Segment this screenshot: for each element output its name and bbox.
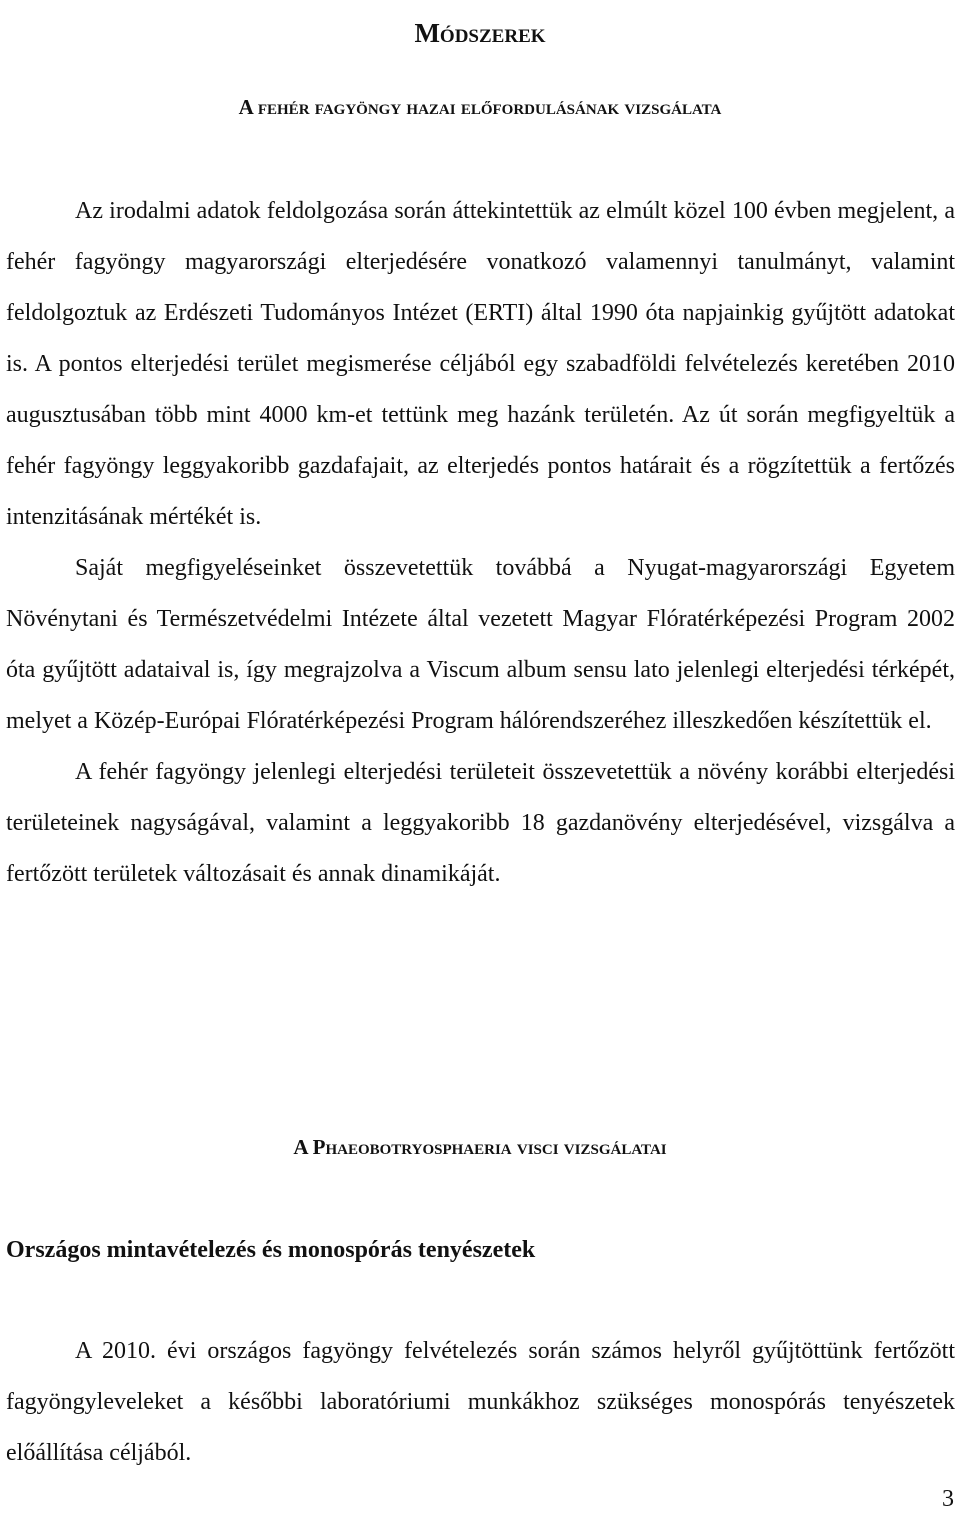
paragraph: A 2010. évi országos fagyöngy felvételezés során számos helyről gyűjtöttünk fertőzött fagyöngyleveleket a későbbi laboratóriumi munkákhoz szükséges monospórás tenyészetek előállítása céljából. (6, 1338, 955, 1466)
section-title-phaeobotryosphaeria: A Phaeobotryosphaeria visci vizsgálatai (293, 1135, 667, 1159)
paragraph: Saját megfigyeléseinket összevetettük továbbá a Nyugat-magyarországi Egyetem Növénytani és Természetvédelmi Intézete által vezetett Magyar Flóratérképezési Program 2002 óta gyűjtött adataival is, így megrajzolva a Viscum album sensu lato jelenlegi elterjedési térképét, melyet a Közép-Európai Flóratérképezési Program hálórendszeréhez illeszkedően készítettük el. (6, 555, 955, 734)
subsection-title-sampling: Országos mintavételezés és monospórás tenyészetek (6, 1237, 536, 1263)
chapter-title: Módszerek (414, 18, 546, 49)
section-body-distribution (6, 186, 955, 900)
paragraph: Az irodalmi adatok feldolgozása során áttekintettük az elmúlt közel 100 évben megjelent, a fehér fagyöngy magyarországi elterjedésére vonatkozó valamennyi tanulmányt, valamint feldolgoztuk az Erdészeti Tudományos Intézet (ERTI) által 1990 óta napjainkig gyűjtött adatokat is. A pontos elterjedési terület megismerése céljából egy szabadföldi felvételezés keretében 2010 augusztusában több mint 4000 km-et tettünk meg hazánk területén. Az út során megfigyeltük a fehér fagyöngy leggyakoribb gazdafajait, az elterjedés pontos határait és a rögzítettük a fertőzés intenzitásának mértékét is. (6, 198, 955, 530)
page-number: 3 (942, 1486, 954, 1512)
paragraph: A fehér fagyöngy jelenlegi elterjedési területeit összevetettük a növény korábbi elterjedési területeinek nagyságával, valamint a leggyakoribb 18 gazdanövény elterjedésével, vizsgálva a fertőzött területek változásait és annak dinamikáját. (6, 759, 955, 887)
section-title-distribution: A fehér fagyöngy hazai előfordulásának vizsgálata (238, 95, 722, 119)
section-body-sampling (6, 1326, 955, 1479)
